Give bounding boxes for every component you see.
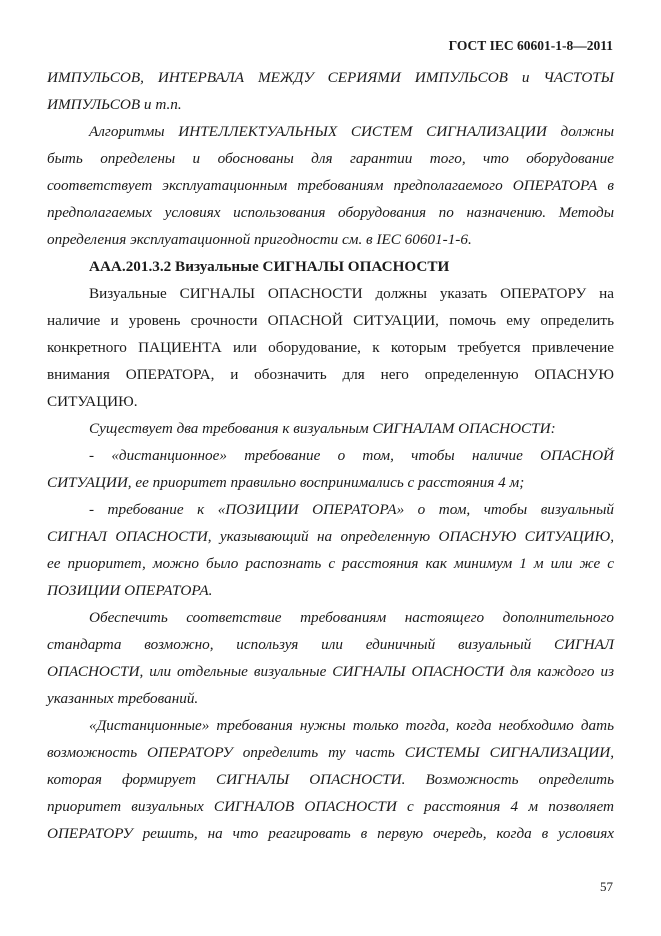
- list-item: - требование к «ПОЗИЦИИ ОПЕРАТОРА» о том, чтобы визуальный: [89, 501, 614, 518]
- text-line: СИГНАЛ ОПАСНОСТИ, указывающий на определенную ОПАСНУЮ СИТУАЦИЮ,: [47, 528, 614, 545]
- text-line: предполагаемых условиях использования оборудования по назначению. Методы: [47, 204, 614, 221]
- text-line: СИТУАЦИЮ.: [47, 393, 138, 410]
- text-line: определения эксплуатационной пригодности см. в IEC 60601-1-6.: [47, 231, 472, 248]
- text-line: быть определены и обоснованы для гарантии того, что оборудование: [47, 150, 614, 167]
- text-line: ее приоритет, можно было распознать с расстояния как минимум 1 м или же с: [47, 555, 614, 572]
- text-line: которая формирует СИГНАЛЫ ОПАСНОСТИ. Возможность определить: [47, 771, 614, 788]
- section-heading: ААА.201.3.2 Визуальные СИГНАЛЫ ОПАСНОСТИ: [89, 258, 450, 275]
- text-line: ОПЕРАТОРУ решить, на что реагировать в первую очередь, когда в условиях: [47, 825, 614, 842]
- text-line: соответствует эксплуатационным требованиям предполагаемого ОПЕРАТОРА в: [47, 177, 614, 194]
- text-line: конкретного ПАЦИЕНТА или оборудование, к которым требуется привлечение: [47, 339, 614, 356]
- text-line: внимания ОПЕРАТОРА, и обозначить для него определенную ОПАСНУЮ: [47, 366, 614, 383]
- text-line: стандарта возможно, используя или единичный визуальный СИГНАЛ: [47, 636, 614, 653]
- text-line: указанных требований.: [47, 690, 199, 707]
- document-header: ГОСТ IEC 60601-1-8—2011: [448, 38, 613, 53]
- text-line: ИМПУЛЬСОВ и т.п.: [47, 96, 182, 113]
- text-line: приоритет визуальных СИГНАЛОВ ОПАСНОСТИ с расстояния 4 м позволяет: [47, 798, 614, 815]
- text-line: возможность ОПЕРАТОРУ определить ту часть СИСТЕМЫ СИГНАЛИЗАЦИИ,: [47, 744, 614, 761]
- text-line: Визуальные СИГНАЛЫ ОПАСНОСТИ должны указать ОПЕРАТОРУ на: [89, 285, 614, 302]
- text-line: ПОЗИЦИИ ОПЕРАТОРА.: [47, 582, 213, 599]
- text-line: СИТУАЦИИ, ее приоритет правильно воспринимались с расстояния 4 м;: [47, 474, 525, 491]
- text-line: ОПАСНОСТИ, или отдельные визуальные СИГНАЛЫ ОПАСНОСТИ для каждого из: [47, 663, 614, 680]
- list-item: - «дистанционное» требование о том, чтобы наличие ОПАСНОЙ: [89, 447, 614, 464]
- text-line: Обеспечить соответствие требованиям настоящего дополнительного: [89, 609, 614, 626]
- text-line: «Дистанционные» требования нужны только тогда, когда необходимо дать: [89, 717, 614, 734]
- text-line: ИМПУЛЬСОВ, ИНТЕРВАЛА МЕЖДУ СЕРИЯМИ ИМПУЛЬСОВ и ЧАСТОТЫ: [47, 69, 614, 86]
- text-line: Алгоритмы ИНТЕЛЛЕКТУАЛЬНЫХ СИСТЕМ СИГНАЛИЗАЦИИ должны: [89, 123, 614, 140]
- page-number: 57: [600, 879, 613, 894]
- text-line: наличие и уровень срочности ОПАСНОЙ СИТУАЦИИ, помочь ему определить: [47, 312, 614, 329]
- text-line: Существует два требования к визуальным СИГНАЛАМ ОПАСНОСТИ:: [89, 420, 556, 437]
